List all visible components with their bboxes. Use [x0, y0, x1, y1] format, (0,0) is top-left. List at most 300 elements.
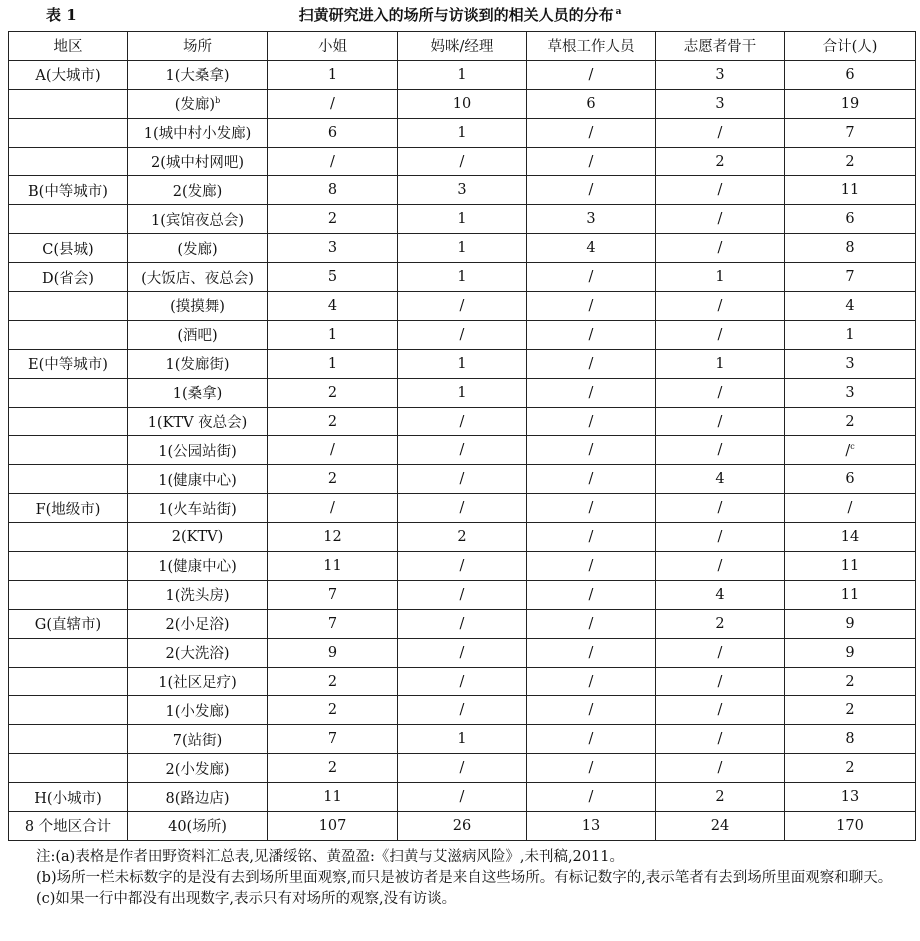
table-row: [9, 60, 916, 89]
cell-volunteer: [656, 552, 785, 581]
cell-venue: [128, 812, 268, 841]
cell-mommy-manager: [398, 696, 527, 725]
cell-venue: [128, 292, 268, 321]
table-row: [9, 89, 916, 118]
cell-volunteer: [656, 147, 785, 176]
cell-venue-text: 1(健康中心): [158, 472, 237, 489]
cell-venue-text: 1(大桑拿): [165, 68, 230, 85]
cell-grassroots-staff: [527, 580, 656, 609]
cell-mommy-manager-text: /: [459, 153, 465, 170]
cell-miss-text: 1: [327, 355, 338, 372]
cell-grassroots-staff-text: /: [588, 615, 594, 632]
cell-region-text: 8 个地区合计: [24, 819, 112, 836]
table-body: [9, 60, 916, 840]
cell-grassroots-staff-text: 3: [586, 211, 596, 228]
cell-grassroots-staff-text: 4: [586, 240, 596, 257]
cell-mommy-manager-text: 1: [457, 269, 467, 286]
cell-mommy-manager-text: 1: [457, 384, 467, 401]
cell-total-text: 2: [845, 153, 855, 170]
cell-mommy-manager-text: /: [459, 326, 465, 343]
cell-volunteer-text: /: [717, 760, 723, 777]
cell-region: [9, 754, 128, 783]
cell-venue-text: (酒吧): [177, 328, 218, 345]
table-row: [9, 552, 916, 581]
table-title-row: [0, 0, 920, 28]
cell-volunteer: [656, 407, 785, 436]
cell-miss-text: 5: [327, 269, 338, 286]
cell-volunteer-text: /: [717, 731, 723, 748]
cell-total-text: 2: [845, 760, 855, 777]
cell-mommy-manager: [398, 176, 527, 205]
distribution-table: [8, 31, 916, 841]
table-row: [9, 725, 916, 754]
cell-venue-text: 2(城中村网吧): [150, 155, 245, 171]
header-total: 合计(人): [785, 32, 916, 61]
cell-volunteer: [656, 465, 785, 494]
cell-venue: [128, 378, 268, 407]
cell-total: [785, 292, 916, 321]
cell-total: [785, 609, 916, 638]
cell-total-text: 3: [845, 355, 855, 372]
cell-venue: [128, 176, 268, 205]
cell-total-text: /: [845, 442, 851, 459]
cell-miss-text: 2: [327, 702, 338, 719]
table-row: [9, 667, 916, 696]
cell-volunteer: [656, 89, 785, 118]
cell-mommy-manager-text: /: [459, 644, 465, 661]
cell-grassroots-staff: [527, 523, 656, 552]
cell-total-text: 170: [836, 817, 864, 834]
cell-mommy-manager: [398, 320, 527, 349]
cell-miss-text: /: [330, 95, 335, 112]
table-row: [9, 465, 916, 494]
cell-total-text: 9: [845, 615, 855, 632]
cell-total: [785, 205, 916, 234]
table-row: [9, 118, 916, 147]
cell-mommy-manager-text: 1: [457, 240, 467, 257]
cell-miss-text: 1: [327, 326, 338, 343]
cell-mommy-manager-text: 1: [457, 211, 467, 228]
cell-region: [9, 696, 128, 725]
cell-volunteer: [656, 812, 785, 841]
cell-mommy-manager-text: /: [459, 413, 465, 430]
cell-mommy-manager-text: /: [459, 557, 465, 574]
cell-miss-text: /: [330, 500, 335, 517]
cell-grassroots-staff-text: /: [588, 297, 594, 314]
cell-volunteer-text: 4: [715, 471, 725, 488]
cell-venue-text: 1(健康中心): [158, 559, 237, 576]
table-row: [9, 783, 916, 812]
cell-total: [785, 118, 916, 147]
cell-grassroots-staff: [527, 176, 656, 205]
cell-venue-text: 1(公园站街): [158, 443, 237, 460]
cell-region: [9, 349, 128, 378]
cell-miss-text: /: [330, 153, 335, 170]
cell-volunteer-text: /: [717, 413, 723, 430]
cell-grassroots-staff-text: /: [588, 760, 594, 777]
cell-region: [9, 118, 128, 147]
cell-miss-text: 2: [327, 384, 338, 401]
cell-region-text: A(大城市): [35, 68, 101, 85]
cell-total: [785, 812, 916, 841]
cell-region: [9, 725, 128, 754]
cell-total-text: 6: [845, 66, 855, 83]
cell-miss-text: 9: [327, 644, 338, 661]
cell-mommy-manager-text: /: [459, 673, 465, 690]
cell-venue-text: 1(小发廊): [165, 703, 230, 720]
cell-mommy-manager: [398, 638, 527, 667]
cell-mommy-manager: [398, 89, 527, 118]
cell-miss-text: 3: [327, 240, 338, 257]
cell-mommy-manager: [398, 609, 527, 638]
cell-total: [785, 696, 916, 725]
cell-grassroots-staff: [527, 205, 656, 234]
cell-total-text: 1: [845, 326, 855, 343]
venue-footnote-marker: b: [215, 96, 221, 106]
table-header-row: [9, 32, 916, 61]
cell-miss-text: 2: [327, 673, 338, 690]
cell-miss-text: 11: [323, 789, 342, 806]
cell-grassroots-staff-text: /: [588, 326, 594, 343]
cell-total-text: 13: [840, 789, 860, 806]
cell-venue: [128, 725, 268, 754]
cell-grassroots-staff-text: /: [588, 124, 594, 141]
cell-mommy-manager: [398, 349, 527, 378]
cell-total: [785, 580, 916, 609]
cell-volunteer-text: 3: [715, 66, 725, 83]
cell-venue: [128, 552, 268, 581]
note-a: 注:(a)表格是作者田野资料汇总表,见潘绥铭、黄盈盈:《扫黄与艾滋病风险》,未刊稿,2011。: [36, 849, 624, 865]
cell-region-text: H(小城市): [34, 790, 102, 807]
cell-venue: [128, 494, 268, 523]
cell-total: [785, 176, 916, 205]
cell-grassroots-staff-text: /: [588, 731, 594, 748]
caption-footnote-marker: a: [615, 7, 622, 17]
cell-volunteer-text: 4: [715, 586, 725, 603]
table-row: [9, 320, 916, 349]
cell-grassroots-staff-text: /: [588, 355, 594, 372]
cell-total-text: 9: [845, 644, 855, 661]
cell-venue: [128, 638, 268, 667]
cell-total: [785, 638, 916, 667]
cell-volunteer: [656, 494, 785, 523]
cell-venue-text: 40(场所): [168, 819, 227, 836]
cell-venue: [128, 205, 268, 234]
cell-mommy-manager-text: /: [459, 500, 465, 517]
cell-venue: [128, 523, 268, 552]
cell-grassroots-staff-text: 6: [586, 95, 596, 112]
cell-miss-text: 2: [327, 760, 338, 777]
cell-region: [9, 638, 128, 667]
cell-mommy-manager-text: /: [459, 615, 465, 632]
cell-grassroots-staff: [527, 60, 656, 89]
header-region: 地区: [9, 32, 128, 61]
cell-mommy-manager: [398, 725, 527, 754]
cell-total: [785, 349, 916, 378]
cell-grassroots-staff-text: /: [588, 153, 594, 170]
cell-venue: [128, 407, 268, 436]
cell-grassroots-staff-text: /: [588, 471, 594, 488]
table-row: [9, 812, 916, 841]
table-row: [9, 696, 916, 725]
cell-miss-text: 2: [327, 413, 338, 430]
cell-total-text: 14: [840, 529, 860, 546]
cell-venue-text: 2(小足浴): [165, 617, 230, 634]
cell-miss-text: 2: [327, 471, 338, 488]
cell-region: [9, 609, 128, 638]
cell-mommy-manager: [398, 407, 527, 436]
cell-volunteer-text: 1: [715, 269, 725, 286]
cell-total: [785, 320, 916, 349]
cell-volunteer: [656, 580, 785, 609]
cell-miss: [268, 696, 398, 725]
cell-mommy-manager-text: 26: [452, 817, 472, 834]
cell-venue-text: (发廊): [177, 241, 218, 258]
cell-venue-text: 1(KTV 夜总会): [147, 415, 248, 432]
table-row: [9, 205, 916, 234]
table-row: [9, 436, 916, 465]
cell-total: [785, 89, 916, 118]
cell-volunteer-text: /: [717, 297, 723, 314]
cell-miss-text: 11: [323, 557, 342, 574]
table-label: 表 1: [46, 6, 77, 24]
cell-region: [9, 176, 128, 205]
cell-total: [785, 436, 916, 465]
cell-total-text: 6: [845, 471, 855, 488]
cell-miss-text: 4: [327, 297, 338, 314]
cell-mommy-manager: [398, 494, 527, 523]
cell-venue: [128, 118, 268, 147]
cell-volunteer-text: /: [717, 529, 723, 546]
cell-mommy-manager: [398, 147, 527, 176]
table-row: [9, 234, 916, 263]
cell-grassroots-staff: [527, 812, 656, 841]
cell-grassroots-staff: [527, 118, 656, 147]
cell-venue: [128, 89, 268, 118]
cell-mommy-manager-text: 1: [457, 355, 467, 372]
table-row: [9, 349, 916, 378]
cell-miss-text: 2: [327, 211, 338, 228]
cell-total-text: 3: [845, 384, 855, 401]
cell-miss: [268, 754, 398, 783]
cell-volunteer-text: 3: [715, 95, 725, 112]
cell-venue-text: 2(小发廊): [165, 761, 230, 778]
cell-volunteer: [656, 754, 785, 783]
cell-venue-text: 2(大洗浴): [165, 646, 230, 663]
cell-region: [9, 407, 128, 436]
cell-volunteer: [656, 292, 785, 321]
cell-mommy-manager-text: 1: [457, 731, 467, 748]
cell-mommy-manager-text: 3: [457, 182, 467, 199]
cell-mommy-manager-text: 2: [457, 529, 467, 546]
cell-miss: [268, 609, 398, 638]
cell-volunteer: [656, 378, 785, 407]
cell-miss-text: 12: [323, 529, 342, 546]
cell-grassroots-staff: [527, 378, 656, 407]
cell-grassroots-staff-text: /: [588, 789, 594, 806]
cell-total: [785, 407, 916, 436]
cell-venue: [128, 60, 268, 89]
cell-grassroots-staff-text: /: [588, 182, 594, 199]
cell-mommy-manager: [398, 754, 527, 783]
cell-region-text: C(县城): [42, 241, 94, 258]
header-mommy-manager: 妈咪/经理: [398, 32, 527, 61]
cell-miss: [268, 378, 398, 407]
cell-miss: [268, 494, 398, 523]
cell-grassroots-staff-text: /: [588, 413, 594, 430]
cell-total-text: 7: [845, 269, 855, 286]
cell-volunteer: [656, 118, 785, 147]
cell-volunteer-text: /: [717, 442, 723, 459]
cell-miss-text: 7: [327, 586, 338, 603]
cell-mommy-manager: [398, 60, 527, 89]
cell-miss-text: 7: [327, 615, 338, 632]
cell-miss: [268, 60, 398, 89]
cell-region: [9, 147, 128, 176]
cell-total: [785, 147, 916, 176]
cell-volunteer: [656, 349, 785, 378]
cell-venue-text: 1(城中村小发廊): [143, 126, 252, 143]
cell-region-text: B(中等城市): [28, 183, 108, 200]
cell-total: [785, 552, 916, 581]
cell-venue: [128, 609, 268, 638]
cell-total-text: 4: [845, 297, 855, 314]
cell-grassroots-staff: [527, 696, 656, 725]
cell-volunteer-text: /: [717, 124, 723, 141]
cell-total-text: 2: [845, 413, 855, 430]
cell-mommy-manager: [398, 523, 527, 552]
cell-venue-text: 8(路边店): [165, 790, 230, 807]
cell-grassroots-staff: [527, 436, 656, 465]
caption-text: 扫黄研究进入的场所与访谈到的相关人员的分布: [298, 6, 614, 24]
cell-miss: [268, 176, 398, 205]
cell-miss: [268, 263, 398, 292]
cell-region-text: G(直辖市): [34, 617, 102, 634]
cell-mommy-manager-text: /: [459, 702, 465, 719]
cell-total: [785, 60, 916, 89]
cell-mommy-manager-text: /: [459, 471, 465, 488]
cell-volunteer-text: /: [717, 644, 723, 661]
cell-volunteer-text: 2: [715, 153, 725, 170]
cell-mommy-manager: [398, 465, 527, 494]
cell-volunteer-text: 2: [715, 789, 725, 806]
cell-miss: [268, 292, 398, 321]
cell-venue-text: 7(站街): [172, 732, 223, 749]
cell-grassroots-staff: [527, 667, 656, 696]
cell-venue-text: 1(洗头房): [165, 588, 230, 605]
cell-volunteer: [656, 696, 785, 725]
cell-grassroots-staff: [527, 407, 656, 436]
cell-volunteer-text: /: [717, 500, 723, 517]
cell-venue-text: (摸摸舞): [170, 299, 225, 316]
cell-region: [9, 205, 128, 234]
cell-volunteer-text: /: [717, 673, 723, 690]
cell-mommy-manager: [398, 552, 527, 581]
cell-region: [9, 378, 128, 407]
cell-grassroots-staff-text: /: [588, 269, 594, 286]
cell-region: [9, 320, 128, 349]
cell-venue-text: (大饭店、夜总会): [141, 270, 254, 287]
cell-miss: [268, 407, 398, 436]
cell-grassroots-staff-text: /: [588, 529, 594, 546]
cell-mommy-manager-text: 1: [457, 66, 467, 83]
cell-total: [785, 783, 916, 812]
cell-region: [9, 436, 128, 465]
cell-mommy-manager: [398, 205, 527, 234]
cell-miss-text: 7: [327, 731, 338, 748]
cell-total-text: /: [847, 500, 853, 517]
cell-grassroots-staff-text: /: [588, 66, 594, 83]
cell-total: [785, 234, 916, 263]
cell-venue-text: 1(桑拿): [172, 386, 223, 403]
table-row: [9, 176, 916, 205]
cell-total: [785, 263, 916, 292]
cell-region: [9, 292, 128, 321]
cell-venue-text: 1(火车站街): [158, 501, 237, 518]
table-notes: [6, 847, 916, 910]
cell-total: [785, 754, 916, 783]
cell-miss-text: /: [330, 442, 335, 459]
cell-miss: [268, 234, 398, 263]
cell-miss: [268, 118, 398, 147]
cell-miss-text: 8: [327, 182, 338, 199]
cell-venue-text: 2(KTV): [171, 529, 224, 546]
table-row: [9, 292, 916, 321]
cell-volunteer-text: /: [717, 182, 723, 199]
cell-grassroots-staff: [527, 349, 656, 378]
cell-grassroots-staff-text: 13: [581, 817, 601, 834]
cell-volunteer: [656, 523, 785, 552]
cell-grassroots-staff-text: /: [588, 384, 594, 401]
cell-mommy-manager-text: 1: [457, 124, 467, 141]
cell-volunteer: [656, 609, 785, 638]
cell-mommy-manager: [398, 667, 527, 696]
cell-total: [785, 465, 916, 494]
table-row: [9, 263, 916, 292]
cell-total-text: 2: [845, 673, 855, 690]
header-volunteer: 志愿者骨干: [656, 32, 785, 61]
table-row: [9, 494, 916, 523]
cell-venue: [128, 696, 268, 725]
table-row: [9, 147, 916, 176]
cell-grassroots-staff: [527, 638, 656, 667]
cell-region: [9, 60, 128, 89]
cell-region: [9, 494, 128, 523]
cell-region: [9, 783, 128, 812]
cell-venue: [128, 465, 268, 494]
cell-region: [9, 812, 128, 841]
cell-venue: [128, 320, 268, 349]
cell-mommy-manager-text: /: [459, 586, 465, 603]
cell-mommy-manager: [398, 436, 527, 465]
cell-miss: [268, 812, 398, 841]
cell-grassroots-staff: [527, 320, 656, 349]
cell-grassroots-staff: [527, 465, 656, 494]
cell-grassroots-staff: [527, 234, 656, 263]
table-row: [9, 523, 916, 552]
cell-venue-text: 1(宾馆夜总会): [150, 212, 245, 229]
cell-total-text: 8: [845, 731, 855, 748]
cell-mommy-manager-text: 10: [452, 95, 472, 112]
cell-total: [785, 378, 916, 407]
cell-mommy-manager: [398, 292, 527, 321]
header-miss: 小姐: [268, 32, 398, 61]
cell-mommy-manager-text: /: [459, 297, 465, 314]
cell-grassroots-staff-text: /: [588, 673, 594, 690]
cell-mommy-manager: [398, 378, 527, 407]
note-c: (c)如果一行中都没有出现数字,表示只有对场所的观察,没有访谈。: [36, 891, 457, 907]
cell-miss: [268, 667, 398, 696]
